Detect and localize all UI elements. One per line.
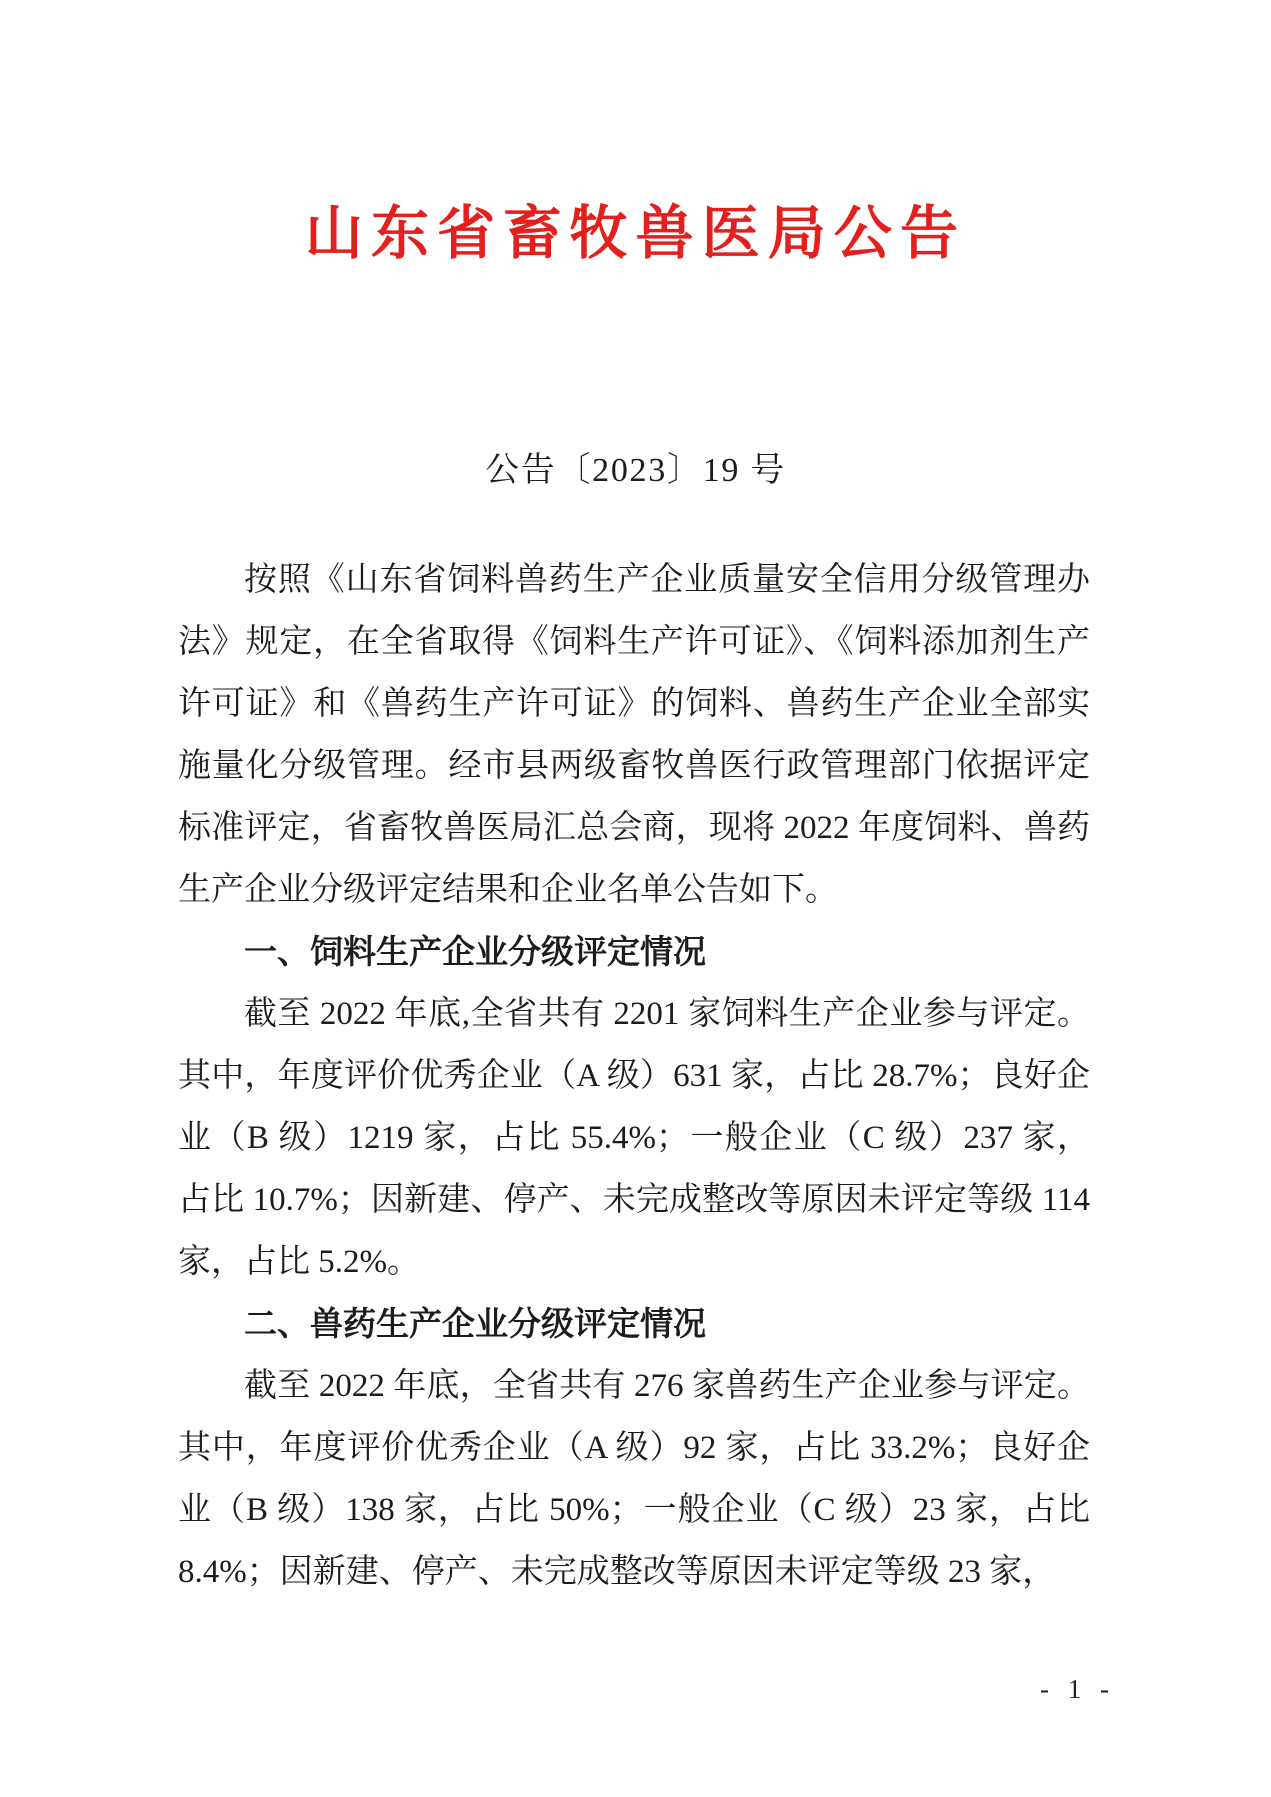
document-title: 山东省畜牧兽医局公告	[304, 201, 967, 266]
page-number: - 1 -	[1040, 1674, 1115, 1704]
section-heading-vet-drug: 二、兽药生产企业分级评定情况	[244, 1305, 706, 1342]
paragraph-intro: 按照《山东省饲料兽药生产企业质量安全信用分级管理办法》规定，在全省取得《饲料生产许可证》、《饲料添加剂生产许可证》和《兽药生产许可证》的饲料、兽药生产企业全部实施量化分级管理。经市县两级畜牧兽医行政管理部门依据评定标准评定，省畜牧兽医局汇总会商，现将 2022 年度饲料、兽药生产企业分级评定结果和企业名单公告如下。	[178, 562, 1090, 908]
paragraph-feed-stats: 截至 2022 年底,全省共有 2201 家饲料生产企业参与评定。其中，年度评价优秀企业（A 级）631 家，占比 28.7%；良好企业（B 级）1219 家，占比 55.4%；一般企业（C 级）237 家，占比 10.7%；因新建、停产、未完成整改等原因未评定等级 114 家，占比 5.2%。	[178, 996, 1090, 1280]
document-number: 公告〔2023〕19 号	[485, 452, 786, 489]
paragraph-vet-drug-stats: 截至 2022 年底，全省共有 276 家兽药生产企业参与评定。其中，年度评价优秀企业（A 级）92 家，占比 33.2%；良好企业（B 级）138 家，占比 50%；一般企业（C 级）23 家，占比 8.4%；因新建、停产、未完成整改等原因未评定等级 23 家，	[178, 1368, 1090, 1590]
document-body	[178, 549, 1090, 1603]
section-heading-feed: 一、饲料生产企业分级评定情况	[244, 933, 706, 970]
